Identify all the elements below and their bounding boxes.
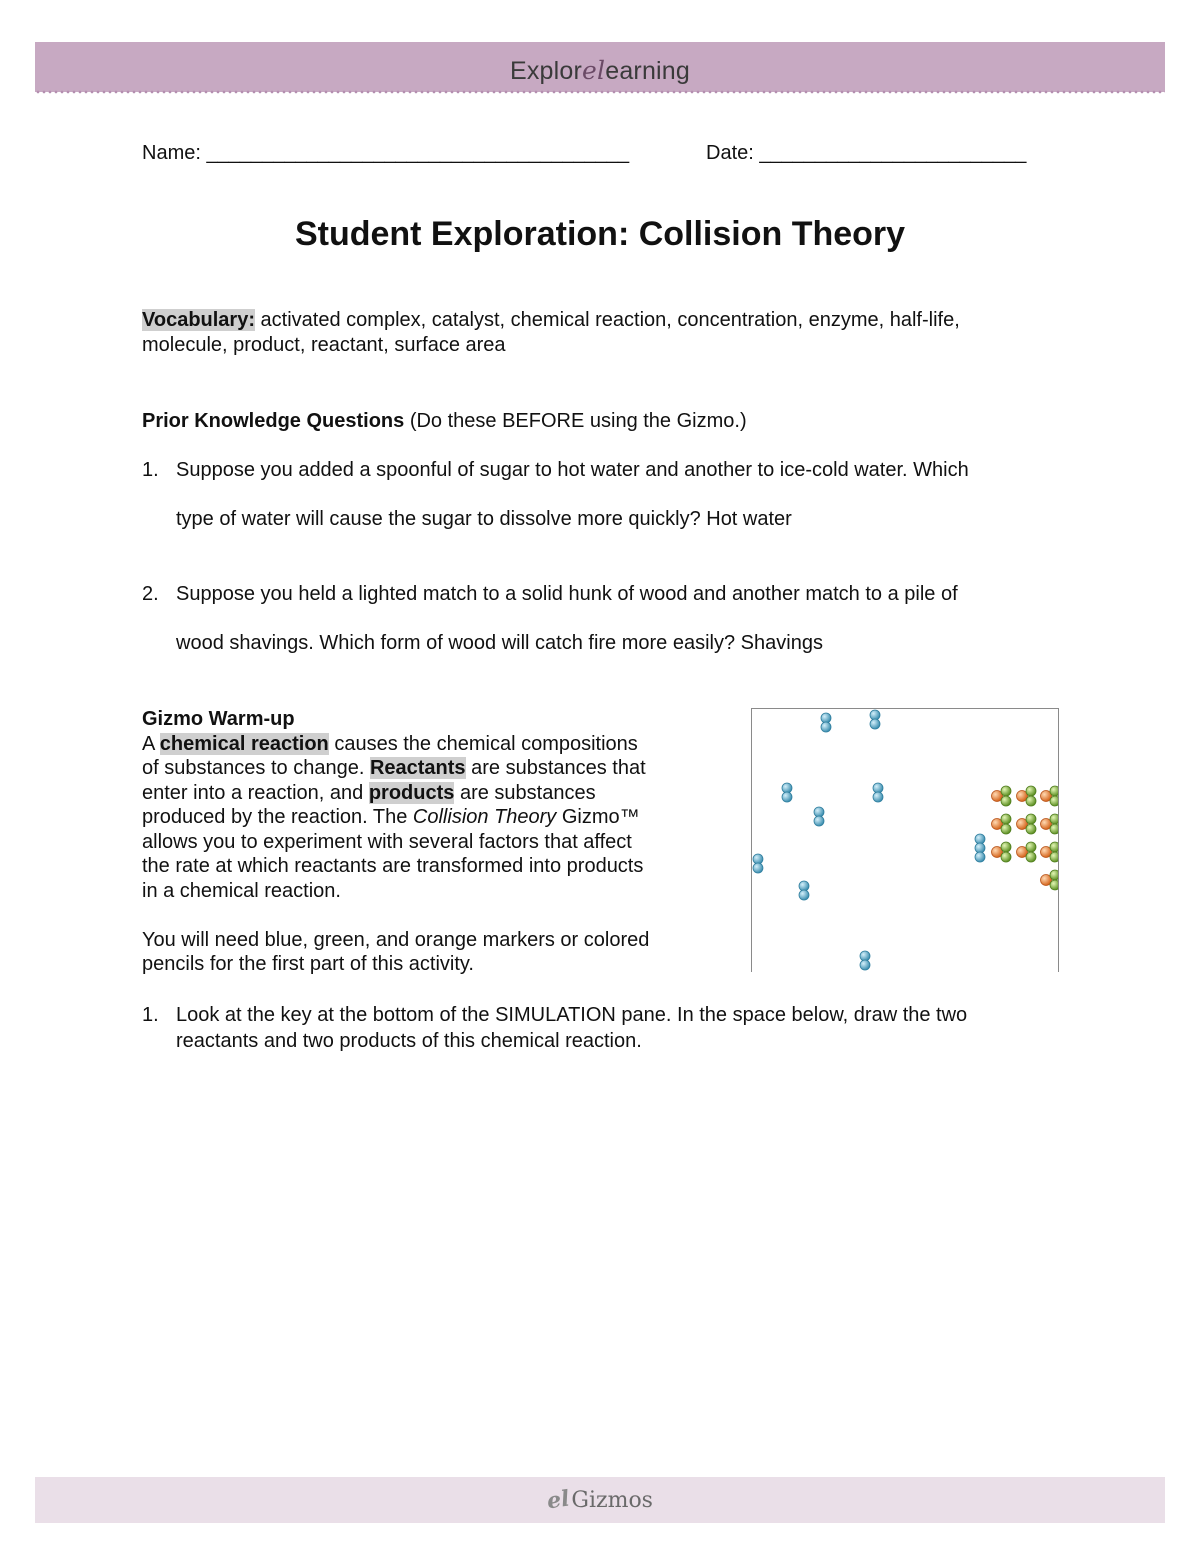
vocabulary-line1: activated complex, catalyst, chemical reaction, concentration, enzyme, half-life, — [255, 309, 960, 331]
materials-text: pencils for the first part of this activity. — [142, 953, 474, 975]
prior-knowledge-title: Prior Knowledge Questions — [142, 410, 405, 432]
gizmos-logo-text: Gizmos — [571, 1488, 653, 1513]
question-line1: Suppose you added a spoonful of sugar to hot water and another to ice-cold water. Which — [176, 459, 969, 481]
product-molecules — [992, 786, 1060, 890]
question-line2-answer: wood shavings. Which form of wood will catch fire more easily? Shavings — [176, 632, 823, 654]
vocabulary-line2: molecule, product, reactant, surface area — [142, 333, 506, 356]
warmup-text: in a chemical reaction. — [142, 879, 341, 902]
date-field — [706, 142, 1026, 165]
name-field — [142, 142, 629, 165]
question-number: 1. — [142, 459, 159, 481]
explorelearning-logo — [0, 56, 1200, 86]
question-number: 1. — [142, 1004, 159, 1026]
vocabulary-label: Vocabulary: — [142, 309, 255, 331]
warmup-section — [142, 707, 722, 977]
question-number: 2. — [142, 583, 159, 605]
warmup-text: the rate at which reactants are transformed into products — [142, 855, 644, 877]
warmup-text: enter into a reaction, and — [142, 781, 369, 804]
blue-molecules — [753, 710, 985, 970]
question-line2-answer: type of water will cause the sugar to dissolve more quickly? Hot water — [176, 508, 792, 530]
prior-knowledge-heading — [142, 409, 747, 434]
warmup-text: of substances to change. — [142, 757, 370, 779]
brand-suffix: earning — [605, 57, 691, 85]
molecules-illustration — [752, 709, 1059, 972]
prior-knowledge-note: (Do these BEFORE using the Gizmo.) — [404, 410, 747, 432]
page-title: Student Exploration: Collision Theory — [294, 215, 906, 253]
warmup-text: allows you to experiment with several factors that affect — [142, 830, 632, 853]
question-line1: Look at the key at the bottom of the SIMULATION pane. In the space below, draw the two — [176, 1004, 968, 1026]
gizmos-logo-mark: el — [545, 1485, 572, 1515]
name-blank: ______________________________________ — [206, 142, 630, 164]
question-line2: reactants and two products of this chemical reaction. — [176, 1030, 642, 1052]
term-products: products — [368, 781, 455, 804]
warmup-text: produced by the reaction. The — [142, 806, 413, 828]
warmup-heading: Gizmo Warm-up — [142, 708, 295, 730]
warmup-text: A — [142, 732, 160, 755]
materials-text: You will need blue, green, and orange markers or colored — [142, 928, 650, 951]
question-line1: Suppose you held a lighted match to a solid hunk of wood and another match to a pile of — [176, 583, 958, 605]
simulation-image — [751, 708, 1059, 972]
warmup-text: are substances that — [465, 757, 646, 779]
brand-mark: el — [582, 56, 606, 85]
vocabulary-section — [142, 308, 1062, 357]
name-label: Name: — [142, 142, 201, 164]
gizmos-logo — [0, 1487, 1200, 1513]
brand-prefix: Explor — [509, 57, 583, 85]
warmup-text: Gizmo™ — [556, 806, 640, 828]
term-reactants: Reactants — [369, 757, 466, 779]
date-blank: ________________________ — [759, 142, 1027, 164]
gizmo-name: Collision Theory — [412, 806, 557, 828]
date-label: Date: — [706, 142, 754, 164]
warmup-text: are substances — [454, 781, 596, 804]
term-chemical-reaction: chemical reaction — [159, 732, 329, 755]
warmup-text: causes the chemical compositions — [328, 732, 638, 755]
header-dotted-rule — [35, 90, 1165, 94]
